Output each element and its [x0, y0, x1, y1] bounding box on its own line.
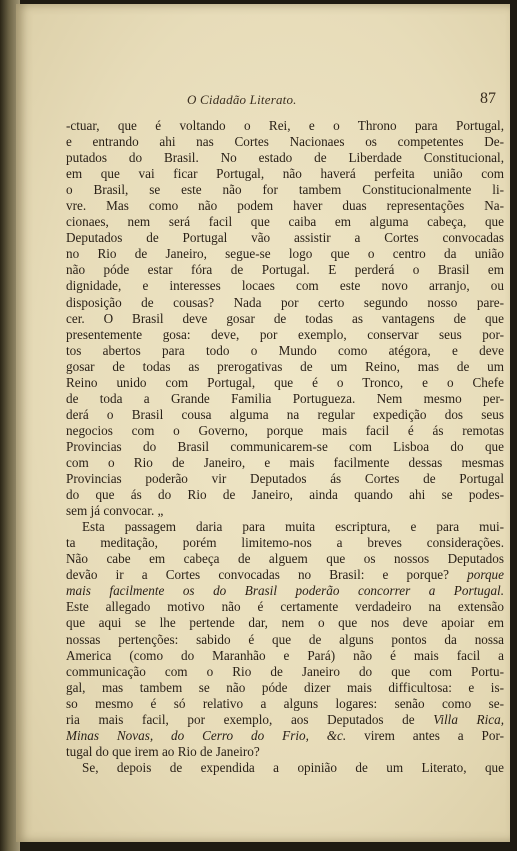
text-segment: do que ás do Rio de Janeiro, ainda quando ahi se podes-	[66, 487, 504, 503]
text-segment: o Brasil, se este não for tambem Constitucionalmente li-	[66, 182, 504, 198]
text-line	[66, 134, 504, 150]
text-line	[66, 311, 504, 327]
text-segment: Provincias poderão vir Deputados ás Cortes de Portugal	[66, 471, 504, 487]
text-segment: disposição de cousas? Nada por certo segundo nosso pare-	[66, 294, 504, 310]
running-head	[56, 92, 496, 114]
text-line	[66, 182, 504, 198]
text-segment: mais facilmente os do Brasil poderão concorrer a Portugal.	[66, 583, 504, 599]
text-segment: e entrando ahi nas Cortes Nacionaes os competentes De-	[66, 134, 504, 150]
text-line	[66, 615, 504, 631]
text-segment: presentemente gosa: deve, por exemplo, conservar seus por-	[66, 326, 504, 342]
text-line	[66, 696, 504, 712]
text-line	[66, 230, 504, 246]
text-line	[66, 744, 504, 760]
body-text	[66, 118, 504, 775]
text-line	[66, 343, 504, 359]
text-line	[66, 583, 504, 599]
text-segment: ta meditação, porém limitemo-nos a breves considerações.	[66, 535, 504, 551]
text-line	[66, 712, 504, 728]
text-segment: Deputados de Portugal vão assistir a Cortes convocadas	[66, 230, 504, 246]
text-line	[66, 359, 504, 375]
text-line	[66, 648, 504, 664]
text-segment: que aqui se lhe pertende dar, nem o que nos deve apoiar em	[66, 615, 504, 631]
text-line	[66, 760, 504, 776]
text-line	[66, 295, 504, 311]
text-segment: tos abertos para todo o Mundo como atégora, e deve	[66, 342, 504, 358]
text-segment: em que vai ficar Portugal, não haverá perfeita união com	[66, 166, 504, 182]
text-segment: Não cabe em cabeça de alguem que os nossos Deputados	[66, 551, 504, 567]
text-line	[66, 391, 504, 407]
text-segment: Villa Rica,	[433, 711, 504, 727]
text-segment: tugal do que irem ao Rio de Janeiro?	[66, 743, 260, 759]
text-segment: negocios com o Governo, porque mais facil é ás remotas	[66, 422, 504, 438]
running-title: O Cidadão Literato.	[187, 92, 297, 107]
page-number: 87	[480, 90, 496, 107]
text-segment: de toda a Grande Familia Portugueza. Nem mesmo per-	[66, 390, 504, 406]
text-line	[66, 728, 504, 744]
text-line	[66, 632, 504, 648]
text-segment: cionaes, nem será facil que caiba em alguma cabeça, que	[66, 214, 504, 230]
text-line	[66, 150, 504, 166]
text-segment: devão ir a Cortes convocadas no Brasil: e porque?	[66, 567, 468, 583]
text-segment: nossas pertenções: sabido é que de alguns pontos da nossa	[66, 631, 504, 647]
text-segment: Se, depois de expendida a opinião de um Literato, que	[82, 759, 504, 775]
text-line	[66, 278, 504, 294]
text-segment: sem já convocar. „	[66, 503, 164, 519]
text-line	[66, 551, 504, 567]
text-segment: com o Rio de Janeiro, e mais facilmente dessas mesmas	[66, 454, 504, 470]
text-segment: putados do Brasil. No estado de Liberdade Constitucional,	[66, 150, 504, 166]
text-line	[66, 407, 504, 423]
book-page	[16, 4, 510, 842]
text-segment: cer. O Brasil deve gosar de todas as vantagens de que	[66, 310, 504, 326]
text-line	[66, 664, 504, 680]
text-segment: ria mais facil, por exemplo, aos Deputados de	[66, 711, 434, 727]
text-segment: virem antes a Por-	[346, 727, 504, 743]
text-line	[66, 423, 504, 439]
text-segment: vre. Mas como não podem haver duas representações Na-	[66, 198, 504, 214]
text-segment: Minas Novas, do Cerro do Frio, &c.	[66, 727, 347, 743]
text-segment: dignidade, e interesses locaes com este novo arranjo, ou	[66, 278, 504, 294]
text-line	[66, 519, 504, 535]
text-line	[66, 439, 504, 455]
text-segment: Provincias do Brasil communicarem-se com Lisboa do que	[66, 438, 504, 454]
text-segment: -ctuar, que é voltando o Rei, e o Throno para Portugal,	[66, 118, 504, 133]
text-segment: so mesmo é só relativo a alguns logares: senão como se-	[66, 695, 504, 711]
text-segment: no Rio de Janeiro, segue-se logo que o centro da união	[66, 246, 504, 262]
text-line	[66, 375, 504, 391]
text-line	[66, 214, 504, 230]
text-segment: America (como do Maranhão e Pará) não é mais facil a	[66, 647, 504, 663]
text-segment: communicação com o Rio de Janeiro do que com Portu-	[66, 663, 504, 679]
text-line	[66, 567, 504, 583]
text-line	[66, 503, 504, 519]
text-segment: gosar de todas as prerogativas de um Reino, mas de um	[66, 358, 504, 374]
text-line	[66, 455, 504, 471]
text-line	[66, 118, 504, 134]
text-line	[66, 487, 504, 503]
text-line	[66, 246, 504, 262]
text-line	[66, 166, 504, 182]
text-line	[66, 680, 504, 696]
text-segment: Este allegado motivo não é certamente verdadeiro na extensão	[66, 599, 504, 615]
text-line	[66, 471, 504, 487]
text-line	[66, 198, 504, 214]
text-line	[66, 327, 504, 343]
text-segment: porque	[467, 567, 504, 583]
text-segment: Esta passagem daria para muita escriptura, e para mui-	[82, 519, 504, 535]
text-segment: não póde estar fóra de Portugal. E perderá o Brasil em	[66, 262, 504, 278]
text-line	[66, 599, 504, 615]
text-segment: Reino unido com Portugal, que é o Tronco, e o Chefe	[66, 374, 504, 390]
text-line	[66, 535, 504, 551]
text-segment: gal, mas tambem se não póde dizer mais difficultosa: e is-	[66, 679, 504, 695]
text-segment: derá o Brasil cousa alguma na regular expedição dos seus	[66, 406, 504, 422]
text-line	[66, 262, 504, 278]
